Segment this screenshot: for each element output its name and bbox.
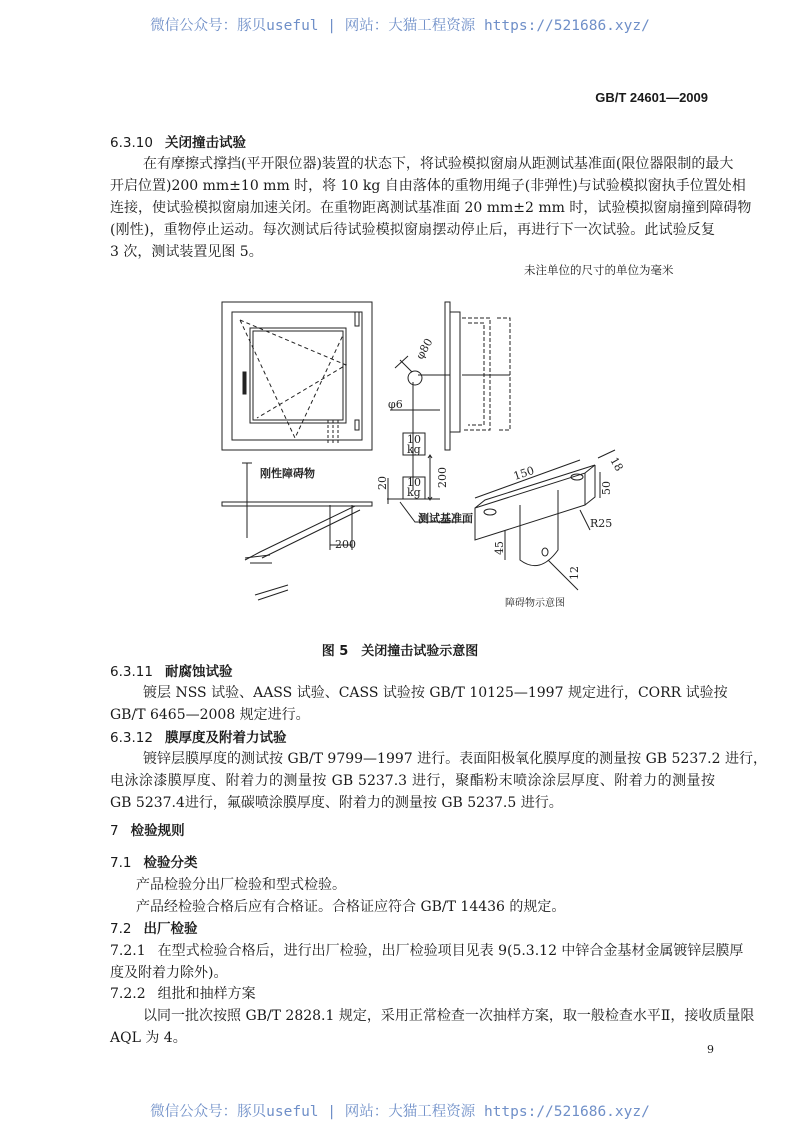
label-kg-bottom: kg [407,486,421,499]
label-kg-top: kg [407,443,421,456]
section-number: 6.3.10 [110,135,153,151]
paragraph-line: AQL 为 4。 [110,1030,187,1046]
window-front-view [222,302,372,450]
label-50: 50 [600,481,613,495]
label-45: 45 [493,541,506,555]
paragraph-line: 镀锌层膜厚度的测试按 GB/T 9799—1997 进行。表面阳极氧化膜厚度的测量按 GB 5237.2 进行， [143,751,767,767]
section-title: 耐腐蚀试验 [164,664,233,680]
section-6-3-10-heading [110,134,246,152]
section-title: 检验分类 [143,855,198,871]
label-200-plan: 200 [335,538,356,551]
section-title: 关闭撞击试验 [164,135,246,151]
label-150: 150 [511,464,536,483]
section-number: 7.2.1 [110,943,146,959]
paragraph-line: 连接，使试验模拟窗扇加速关闭。在重物距离测试基准面 20 mm±2 mm 时，试验模拟窗扇撞到障碍物 [110,200,752,216]
section-6-3-12-heading [110,729,286,747]
label-weight-10-top: 10 [407,433,421,446]
section-number: 7.2.2 [110,986,146,1002]
label-12: 12 [568,566,581,580]
section-6-3-11-heading [110,663,232,681]
label-20: 20 [376,476,389,490]
section-7-2-1-line [110,942,744,960]
section-title: 检验规则 [130,823,185,839]
section-7-heading [110,822,185,840]
label-phi6: φ6 [388,398,403,411]
paragraph-line: 产品检验分出厂检验和型式检验。 [136,877,346,893]
paragraph-line: 电泳涂漆膜厚度、附着力的测量按 GB 5237.3 进行，聚酯粉末喷涂涂层厚度、附着力的测量按 [110,773,715,789]
paragraph-line: 度及附着力除外)。 [110,965,228,981]
section-number: 7.1 [110,855,132,871]
paragraph-text: 在型式检验合格后，进行出厂检验，出厂检验项目见表 9(5.3.12 中锌合金基材金属镀锌层膜厚 [157,943,744,959]
standard-number-header: GB/T 24601—2009 [595,90,708,105]
paragraph-line: 3 次，测试装置见图 5。 [110,244,263,260]
section-number: 7.2 [110,921,132,937]
figure-5-diagram [200,290,720,620]
weight-side-view [387,302,510,522]
label-obstacle-caption: 障碍物示意图 [505,598,565,609]
section-title: 组批和抽样方案 [157,986,256,1002]
paragraph-line: 以同一批次按照 GB/T 2828.1 规定，采用正常检查一次抽样方案，取一般检查水平Ⅱ，接收质量限 [143,1008,755,1024]
section-7-2-2-heading [110,985,256,1003]
section-number: 6.3.11 [110,664,153,680]
label-18: 18 [607,455,626,474]
paragraph-line: (刚性)，重物停止运动。每次测试后待试验模拟窗扇摆动停止后，再进行下一次试验。此试验反复 [110,222,715,238]
section-7-1-heading [110,854,197,872]
watermark-bottom: 微信公众号：豚贝useful | 网站：大猫工程资源 https://521686.xyz/ [150,1104,650,1120]
section-title: 出厂检验 [143,921,198,937]
figure-caption: 图 5 关闭撞击试验示意图 [321,644,479,659]
label-weight-10-bottom: 10 [407,476,421,489]
label-rigid-obstacle: 刚性障碍物 [260,467,315,480]
page-number: 9 [707,1043,714,1056]
section-7-2-heading [110,920,197,938]
paragraph-line: 镀层 NSS 试验、AASS 试验、CASS 试验按 GB/T 10125—1997 规定进行，CORR 试验按 [143,685,728,701]
section-title: 膜厚度及附着力试验 [164,730,287,746]
paragraph-line: GB/T 6465—2008 规定进行。 [110,707,310,723]
label-phi80: φ80 [413,336,436,362]
paragraph-line: 在有摩擦式撑挡(平开限位器)装置的状态下，将试验模拟窗扇从距测试基准面(限位器限制的最大 [143,156,734,172]
section-number: 7 [110,823,119,839]
watermark-top: 微信公众号：豚贝useful | 网站：大猫工程资源 https://521686.xyz/ [150,18,650,34]
label-200-drop: 200 [436,467,449,488]
paragraph-line: GB 5237.4进行，氟碳喷涂膜厚度、附着力的测量按 GB 5237.5 进行。 [110,795,563,811]
paragraph-line: 开启位置)200 mm±10 mm 时，将 10 kg 自由落体的重物用绳子(非弹性)与试验模拟窗执手位置处相 [110,178,746,194]
unit-note: 未注单位的尺寸的单位为毫米 [524,263,674,277]
label-r25: R25 [590,517,613,530]
window-plan-view [222,463,372,600]
paragraph-line: 产品经检验合格后应有合格证。合格证应符合 GB/T 14436 的规定。 [136,899,566,915]
label-datum-plane: 测试基准面 [418,512,473,525]
section-number: 6.3.12 [110,730,153,746]
